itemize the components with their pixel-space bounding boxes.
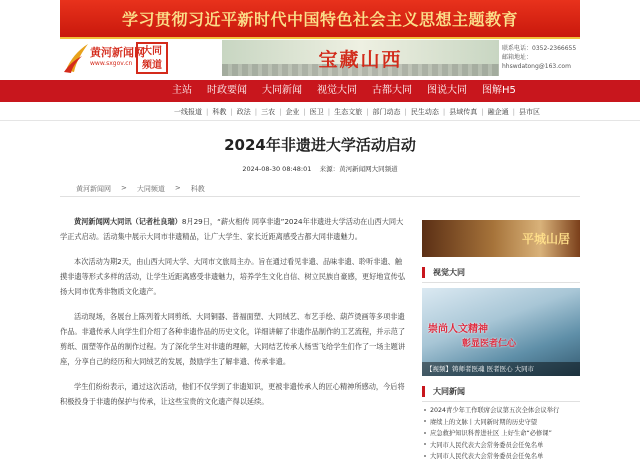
subnav-item[interactable]: 县域传真 [449, 108, 478, 116]
phone-label: 联系电话： [502, 45, 533, 52]
video-thumbnail[interactable] [422, 288, 580, 376]
nav-item-home[interactable]: 主站 [172, 85, 192, 96]
breadcrumb-divider [60, 196, 580, 197]
sidebar-banner-image[interactable] [422, 220, 580, 257]
section-marker [422, 386, 425, 397]
email-value: hhswdatong@163.com [502, 63, 571, 70]
sub-nav [0, 104, 640, 121]
breadcrumb-item[interactable]: 黄河新闻网 [76, 185, 111, 193]
section-header-visual-datong [422, 262, 580, 283]
news-list [422, 405, 580, 463]
article-title: 2024年非遗进大学活动启动 [224, 136, 416, 154]
article-paragraph: 本次活动为期2天，由山西大同大学、大同市文旅局主办。旨在通过看见非遗、品味非遗、聆听非遗、触摸非遗等形式多样的活动，让学生近距离感受非遗魅力，培养学生文化自信、树立民族自豪感，更好地宣传弘扬大同市优秀非物质文化遗产。 [60, 257, 406, 296]
bullet-icon [424, 455, 426, 457]
subnav-item[interactable]: 生态文旅 [334, 108, 363, 116]
subnav-separator: | [512, 108, 515, 116]
subnav-separator: | [366, 108, 369, 116]
header-banner-text: 宝藏山西 [318, 49, 403, 71]
section-header-datong-news [422, 381, 580, 402]
list-item[interactable] [422, 405, 580, 417]
news-link[interactable]: 赓续上的文脉丨大同新时期的历史守望 [430, 418, 538, 426]
nav-item-datong-news[interactable]: 大同新闻 [262, 85, 302, 96]
breadcrumb-item[interactable]: 科教 [190, 185, 205, 193]
article-paragraph [60, 214, 408, 244]
top-banner[interactable] [60, 0, 580, 39]
nav-item-photo-datong[interactable]: 图说大同 [427, 85, 467, 96]
news-link[interactable]: 大同市人民代表大会常务委员会任免名单 [430, 441, 544, 449]
subnav-item[interactable]: 政法 [236, 108, 251, 116]
list-item[interactable] [422, 417, 580, 429]
nav-item-politics[interactable]: 时政要闻 [207, 85, 247, 96]
nav-item-ancient-datong[interactable]: 古都大同 [372, 85, 412, 96]
subnav-separator: | [254, 108, 258, 116]
top-banner-text: 学习贯彻习近平新时代中国特色社会主义思想主题教育 [121, 10, 518, 29]
bullet-icon [424, 432, 426, 434]
subnav-separator: | [279, 108, 282, 116]
subnav-separator: | [230, 108, 233, 116]
list-item[interactable] [422, 428, 580, 440]
right-sidebar [422, 220, 580, 463]
news-link[interactable]: 2024青少年工作联席会议第五次全体会议举行 [430, 407, 560, 414]
logo-url: www.sxgov.cn [90, 60, 133, 67]
breadcrumb [76, 184, 205, 194]
subnav-item[interactable]: 科教 [212, 108, 227, 116]
header-banner[interactable] [222, 40, 499, 76]
subnav-item[interactable]: 部门动态 [372, 108, 401, 116]
subnav-separator: | [206, 108, 209, 116]
news-link[interactable]: 大同市人民代表大会常务委员会任免名单 [430, 453, 544, 460]
header [60, 38, 580, 80]
email-label: 邮箱地址： [502, 54, 533, 61]
subnav-item[interactable]: 民生动态 [410, 108, 439, 116]
article-paragraph-text: 8月29日，“薪火相传 同享非遗”2024年非遗进大学活动在山西大同大学正式启动。活动集中展示大同市非遗精品，让广大学生、家长近距离感受古都大同非遗魅力。 [60, 217, 404, 241]
subnav-separator: | [442, 108, 446, 116]
subnav-separator: | [481, 108, 484, 116]
subnav-separator: | [327, 108, 331, 116]
article-lead: 黄河新闻网大同讯（记者杜良瑞） [74, 217, 182, 226]
article-meta: 2024-08-30 08:48:01 来源：黄河新闻网大同频道 [242, 165, 398, 173]
subnav-item[interactable]: 县市区 [518, 108, 540, 116]
video-title-line1: 崇尚人文精神 [428, 324, 488, 335]
phone-value: 0352-2366655 [532, 45, 577, 52]
bullet-icon [424, 409, 426, 411]
subnav-item[interactable]: 三农 [261, 108, 276, 116]
section-title[interactable]: 视觉大同 [433, 267, 465, 277]
breadcrumb-separator: > [121, 184, 127, 192]
article-paragraph: 学生们纷纷表示，通过这次活动，他们不仅学到了非遗知识，更被非遗传承人的匠心精神所感动，今后将积极投身于非遗的保护与传承，让这些宝贵的文化遗产得以延续。 [60, 382, 405, 406]
subnav-item[interactable]: 企业 [285, 108, 300, 116]
article-paragraph: 活动现场，各展台上陈列着大同剪纸、大同铜器、普福面塑、大同绒艺、布艺手绘、葫芦烫画等多项非遗作品。非遗传承人向学生们介绍了各种非遗作品的历史文化，详细讲解了非遗作品制作的工艺流程，并示范了剪纸、面塑等作品的制作过程。为了深化学生对非遗的理解，大同结艺传承人杨雪飞给学生们作了一场主题讲座，分享自己的经历和大同绒艺的发展，鼓励学生了解非遗、传承非遗。 [60, 312, 406, 366]
contact-info [502, 44, 580, 71]
list-item[interactable] [422, 440, 580, 452]
site-logo[interactable] [60, 40, 215, 78]
subnav-item[interactable]: 一线报道 [174, 108, 202, 116]
breadcrumb-item[interactable]: 大同频道 [136, 185, 165, 193]
section-title[interactable]: 大同新闻 [433, 386, 465, 396]
subnav-separator: | [303, 108, 306, 116]
subnav-item[interactable]: 融企通 [487, 108, 509, 116]
video-title-line2: 彰显医者仁心 [462, 339, 517, 349]
subnav-separator: | [404, 108, 407, 116]
sidebar-banner-text: 平城山居 [521, 232, 570, 246]
nav-item-h5[interactable]: 图解H5 [482, 85, 516, 96]
logo-swoosh-icon [62, 42, 90, 74]
news-link[interactable]: 应急救护知识科普进社区 上好生命“必修课” [430, 430, 552, 437]
bullet-icon [424, 443, 426, 445]
article-body [60, 214, 408, 419]
subnav-item[interactable]: 医卫 [309, 108, 324, 116]
breadcrumb-separator: > [174, 184, 181, 192]
section-marker [422, 267, 425, 278]
list-item[interactable] [422, 451, 580, 463]
main-nav [0, 80, 640, 102]
logo-name: 黄河新闻网 [90, 46, 145, 59]
nav-item-visual-datong[interactable]: 视觉大同 [317, 85, 357, 96]
video-caption[interactable]: 【视频】铸师者医魂 医者医心 大同市 [422, 362, 580, 376]
channel-badge: 大同频道 [136, 42, 168, 74]
bullet-icon [424, 420, 426, 422]
